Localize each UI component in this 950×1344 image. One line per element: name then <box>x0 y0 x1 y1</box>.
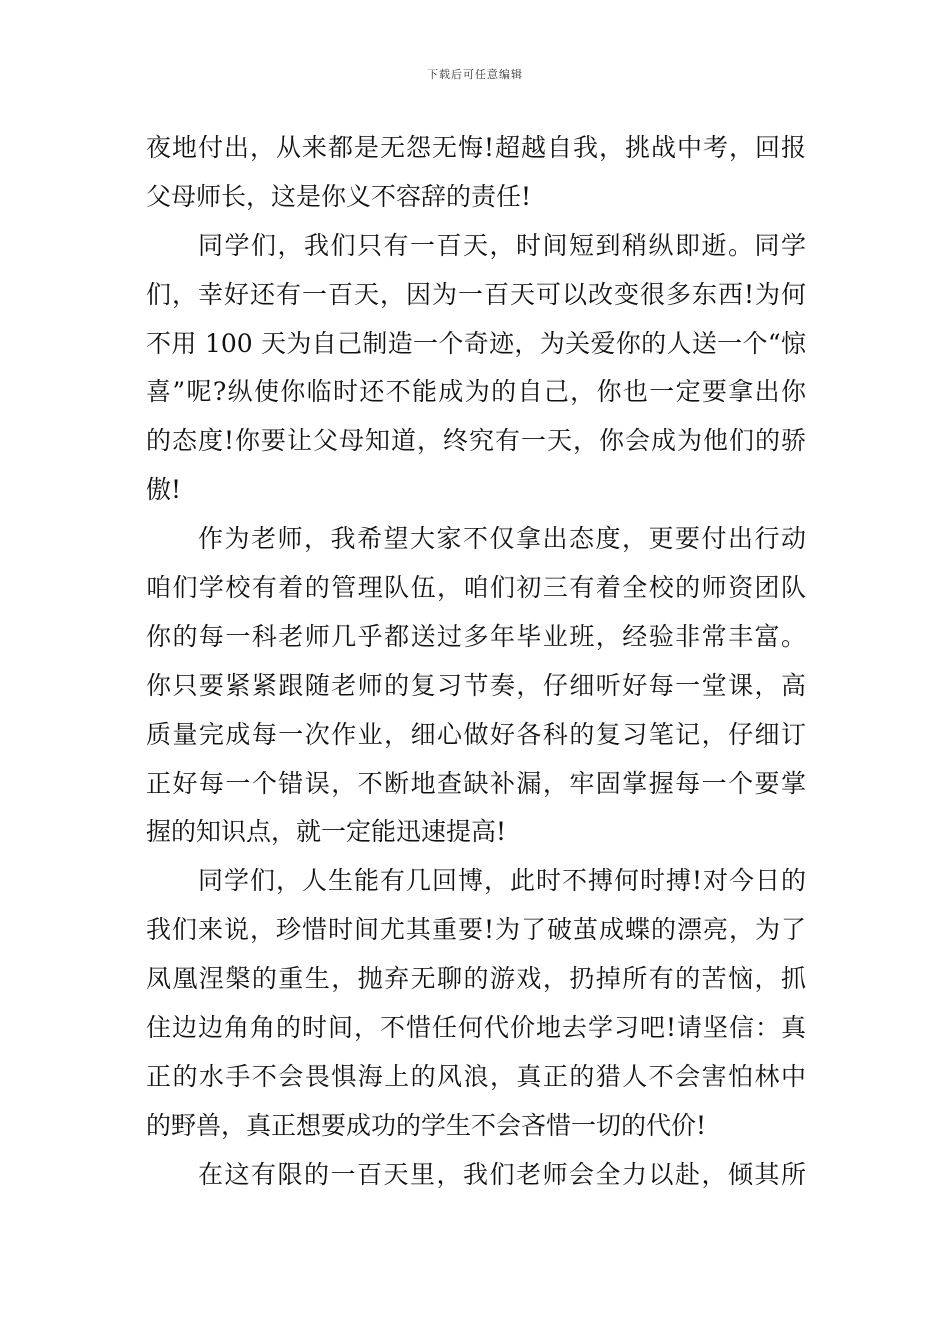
text-line: 不用 100 天为自己制造一个奇迹，为关爱你的人送一个“惊 <box>146 328 806 358</box>
text-line: 父母师长，这是你义不容辞的责任! <box>146 181 532 211</box>
page-header: 下载后可任意编辑 <box>427 68 523 81</box>
text-line: 凤凰涅槃的重生，抛弃无聊的游戏，扔掉所有的苦恼，抓 <box>146 964 806 994</box>
text-line: 傲! <box>146 475 182 505</box>
text-line: 咱们学校有着的管理队伍，咱们初三有着全校的师资团队 <box>146 573 806 603</box>
text-line: 住边边角角的时间，不惜任何代价地去学习吧!请坚信：真 <box>146 1013 806 1043</box>
text-line: 同学们，我们只有一百天，时间短到稍纵即逝。同学 <box>198 230 806 260</box>
text-line: 作为老师，我希望大家不仅拿出态度，更要付出行动 <box>198 524 806 554</box>
text-line: 正好每一个错误，不断地查缺补漏，牢固掌握每一个要掌 <box>146 768 806 798</box>
text-line: 握的知识点，就一定能迅速提高! <box>146 817 507 847</box>
text-line: 同学们，人生能有几回博，此时不搏何时搏!对今日的 <box>198 866 806 896</box>
text-line: 的态度!你要让父母知道，终究有一天，你会成为他们的骄 <box>146 426 806 456</box>
text-line: 质量完成每一次作业，细心做好各科的复习笔记，仔细订 <box>146 719 806 749</box>
text-line: 正的水手不会畏惧海上的风浪，真正的猎人不会害怕林中 <box>146 1061 806 1091</box>
text-line: 你的每一科老师几乎都送过多年毕业班，经验非常丰富。 <box>146 621 806 651</box>
text-line: 的野兽，真正想要成功的学生不会吝惜一切的代价! <box>146 1110 707 1140</box>
text-line: 在这有限的一百天里，我们老师会全力以赴，倾其所 <box>198 1159 806 1189</box>
text-line: 夜地付出，从来都是无怨无悔!超越自我，挑战中考，回报 <box>146 133 806 162</box>
text-line: 们，幸好还有一百天，因为一百天可以改变很多东西!为何 <box>146 279 806 309</box>
text-line: 我们来说，珍惜时间尤其重要!为了破茧成蝶的漂亮，为了 <box>146 915 806 945</box>
document-body <box>146 124 806 1200</box>
text-line: 你只要紧紧跟随老师的复习节奏，仔细听好每一堂课，高 <box>146 670 806 700</box>
text-line: 喜”呢?纵使你临时还不能成为的自己，你也一定要拿出你 <box>146 377 806 407</box>
